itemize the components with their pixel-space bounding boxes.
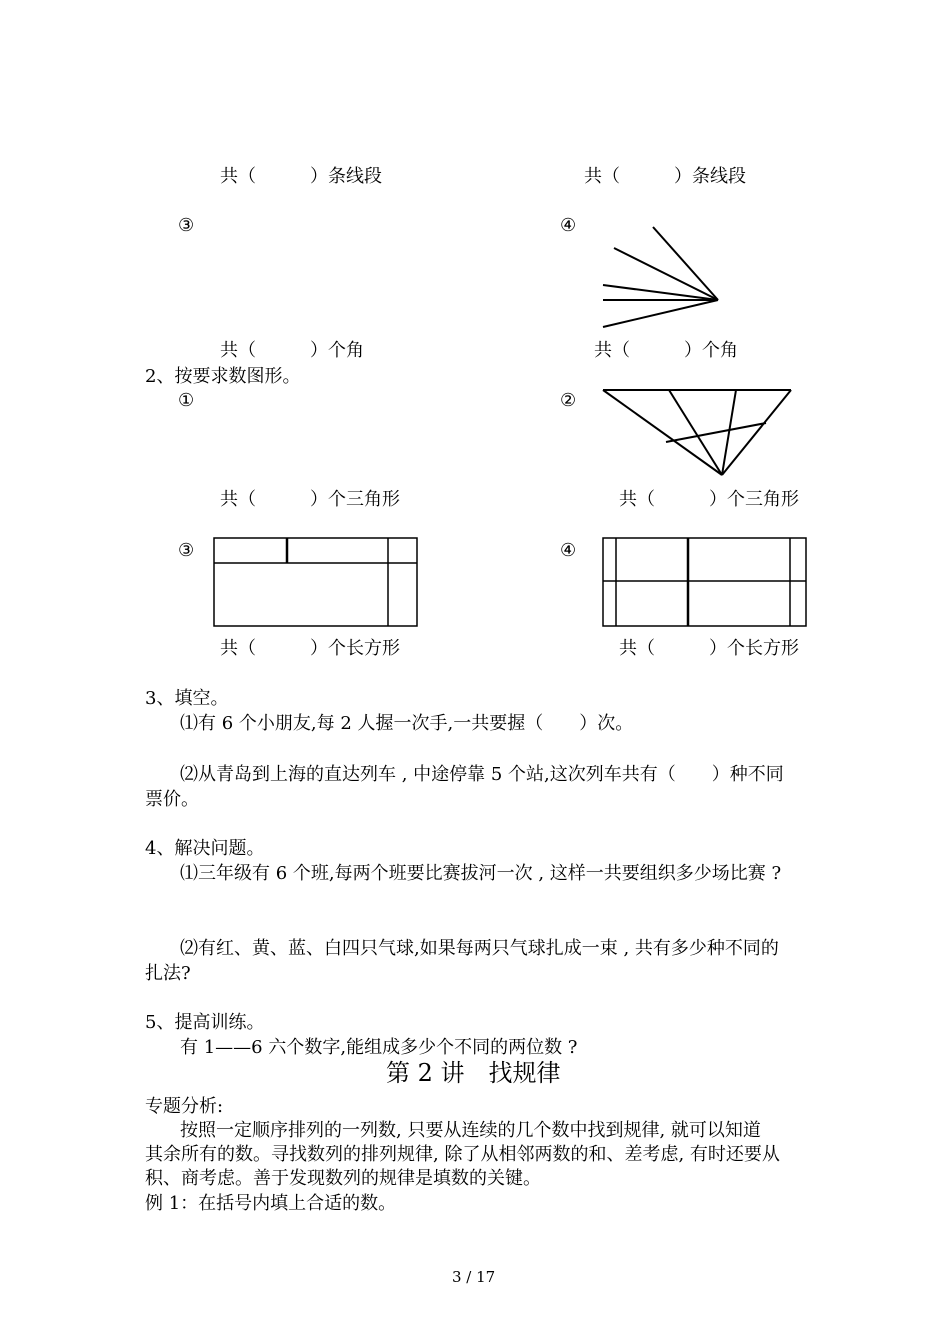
section-heading-5: 5、提高训练。 <box>145 1012 265 1033</box>
triangle-figure <box>598 385 798 480</box>
fill-question-2-line2: 票价。 <box>145 789 199 810</box>
section-heading-3: 3、填空。 <box>145 688 229 709</box>
fill-question-2-line1: ⑵从青岛到上海的直达列车 , 中途停靠 5 个站,这次列车共有（ ）种不同 <box>180 764 784 785</box>
problem-question-2-line1: ⑵有红、黄、蓝、白四只气球,如果每两只气球扎成一束 , 共有多少种不同的 <box>180 938 779 959</box>
lecture-title: 第 2 讲 找规律 <box>386 1059 561 1087</box>
figure-marker-2: ② <box>560 390 577 411</box>
analysis-paragraph-line3: 积、商考虑。善于发现数列的规律是填数的关键。 <box>145 1168 541 1189</box>
advanced-question-1: 有 1——6 六个数字,能组成多少个不同的两位数 ? <box>180 1037 578 1058</box>
figure-marker-3: ③ <box>178 215 195 236</box>
problem-question-2-line2: 扎法? <box>145 963 191 984</box>
figure-marker-4: ④ <box>560 215 577 236</box>
angle-count-label-3: 共（ ）个角 <box>220 340 364 361</box>
rectangle-count-label-3: 共（ ）个长方形 <box>220 638 400 659</box>
triangle-count-label-1: 共（ ）个三角形 <box>220 489 400 510</box>
fill-question-1: ⑴有 6 个小朋友,每 2 人握一次手,一共要握（ ）次。 <box>180 713 634 734</box>
rectangle-figure-3 <box>212 536 420 630</box>
triangle-count-label-2: 共（ ）个三角形 <box>619 489 799 510</box>
analysis-paragraph-line2: 其余所有的数。寻找数列的排列规律, 除了从相邻两数的和、差考虑, 有时还要从 <box>145 1144 780 1165</box>
problem-question-1: ⑴三年级有 6 个班,每两个班要比赛拔河一次 , 这样一共要组织多少场比赛 ? <box>180 863 782 884</box>
rectangle-count-label-4: 共（ ）个长方形 <box>619 638 799 659</box>
figure-marker-4b: ④ <box>560 540 577 561</box>
figure-marker-1: ① <box>178 390 195 411</box>
section-heading-2: 2、按要求数图形。 <box>145 366 301 387</box>
section-heading-4: 4、解决问题。 <box>145 838 265 859</box>
rectangle-figure-4 <box>601 536 809 630</box>
analysis-label: 专题分析: <box>145 1096 224 1117</box>
analysis-paragraph-line1: 按照一定顺序排列的一列数, 只要从连续的几个数中找到规律, 就可以知道 <box>180 1120 761 1141</box>
angle-count-label-4: 共（ ）个角 <box>594 340 738 361</box>
segment-count-label-2: 共（ ）条线段 <box>584 166 746 187</box>
example-1: 例 1：在括号内填上合适的数。 <box>145 1193 397 1214</box>
page-number: 3 / 17 <box>452 1268 496 1286</box>
figure-marker-3b: ③ <box>178 540 195 561</box>
angle-rays-figure <box>598 222 728 334</box>
segment-count-label-1: 共（ ）条线段 <box>220 166 382 187</box>
